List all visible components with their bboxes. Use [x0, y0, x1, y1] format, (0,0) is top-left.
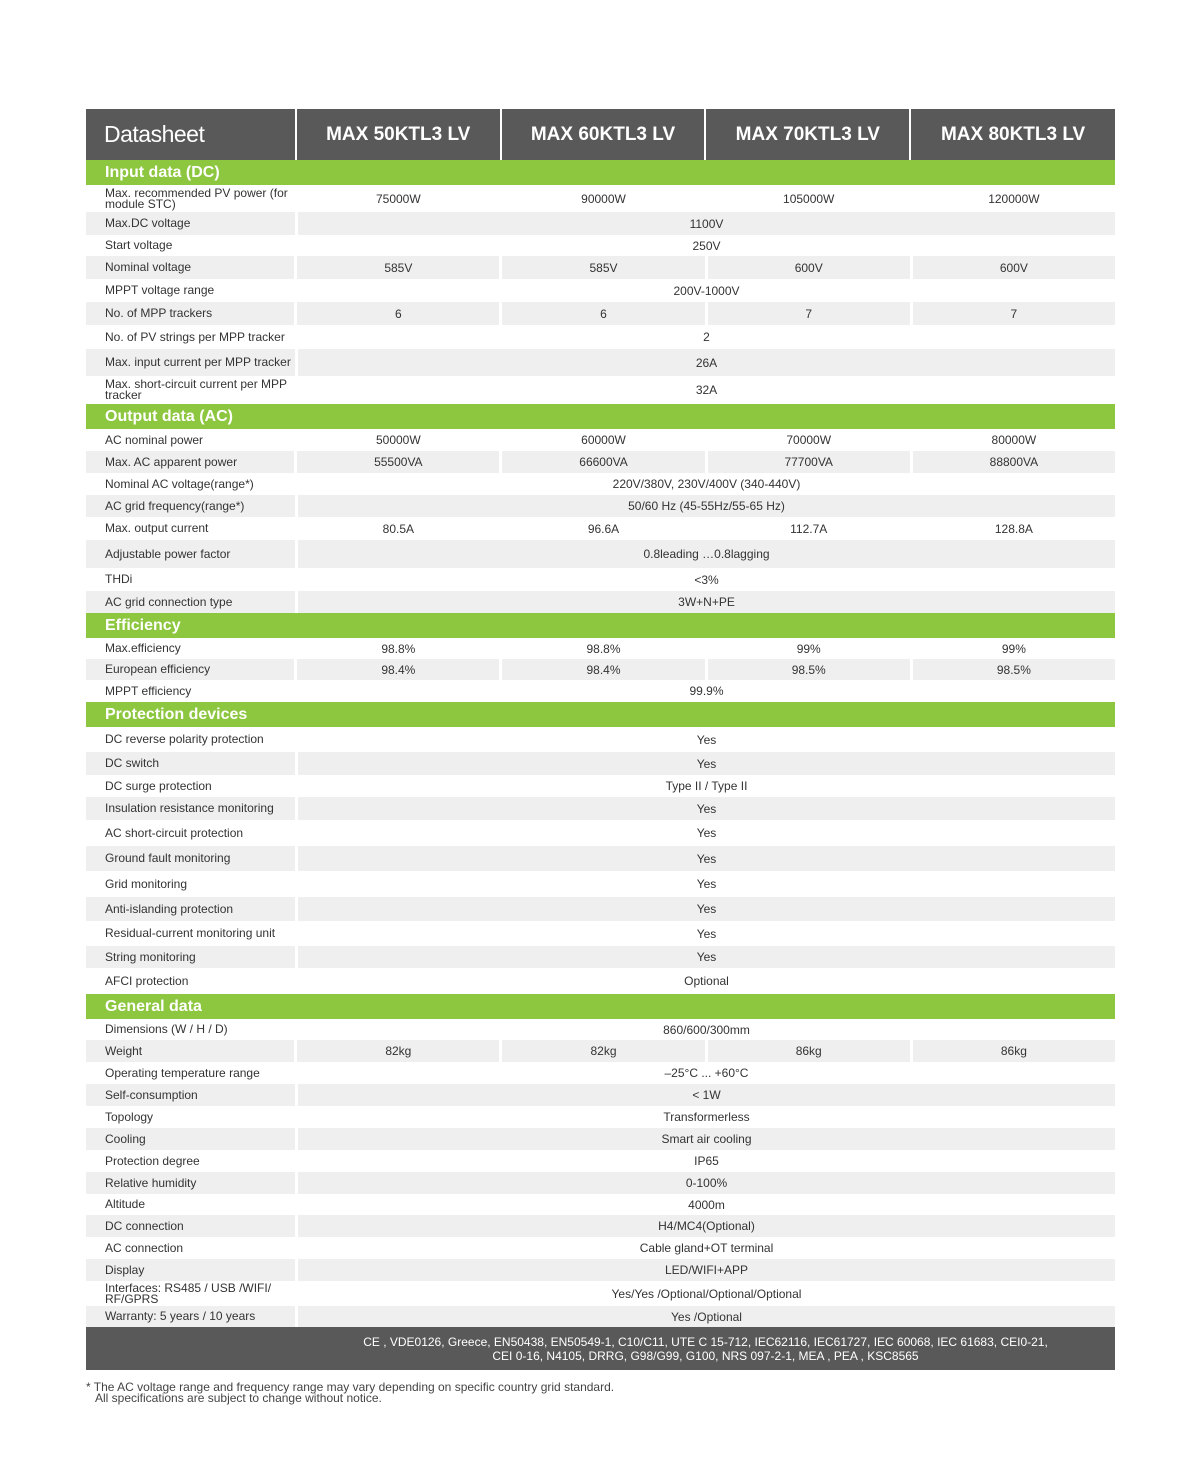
row-label: Warranty: 5 years / 10 years: [86, 1306, 295, 1327]
cell-value: 82kg: [297, 1040, 499, 1062]
cell-value: 7: [913, 302, 1115, 325]
cell-value-span: 3W+N+PE: [298, 591, 1115, 613]
row-label: European efficiency: [86, 659, 294, 680]
row-label: Max. input current per MPP tracker: [86, 349, 295, 376]
table-row: [86, 968, 1115, 994]
table-header: [86, 109, 1115, 160]
cell-value: 50000W: [297, 429, 499, 451]
table-row: [86, 185, 1115, 212]
cell-value: 90000W: [502, 185, 704, 212]
table-row: [86, 871, 1115, 897]
cell-value-span: Cable gland+OT terminal: [298, 1237, 1115, 1259]
cell-value-span: Yes: [298, 871, 1115, 897]
cell-value-span: IP65: [298, 1150, 1115, 1172]
section-header: Input data (DC): [86, 160, 1115, 185]
table-row: [86, 279, 1115, 302]
row-label: Start voltage: [86, 235, 295, 256]
row-label: Max. AC apparent power: [86, 451, 294, 473]
certifications-bar: [86, 1327, 1115, 1370]
table-row: [86, 946, 1115, 968]
section-header: General data: [86, 994, 1115, 1019]
table-row: [86, 797, 1115, 820]
cell-value-span: Yes: [298, 820, 1115, 846]
cell-value: 75000W: [297, 185, 499, 212]
table-row: [86, 1259, 1115, 1281]
model-header-4: MAX 80KTL3 LV: [911, 109, 1115, 160]
cell-value-span: <3%: [298, 568, 1115, 591]
cell-value: 96.6A: [502, 517, 704, 540]
row-label: Relative humidity: [86, 1172, 295, 1194]
cell-value: 128.8A: [913, 517, 1115, 540]
cell-value-span: 26A: [298, 349, 1115, 376]
cell-value: 98.5%: [913, 659, 1115, 680]
row-label: String monitoring: [86, 946, 295, 968]
row-label: DC reverse polarity protection: [86, 727, 295, 752]
cell-value-span: 50/60 Hz (45-55Hz/55-65 Hz): [298, 495, 1115, 517]
table-row: [86, 495, 1115, 517]
cell-value: 600V: [708, 256, 910, 279]
row-label: AFCI protection: [86, 968, 295, 994]
table-row: [86, 1172, 1115, 1194]
table-row: [86, 775, 1115, 797]
cell-value-span: Smart air cooling: [298, 1128, 1115, 1150]
cell-value: 66600VA: [502, 451, 704, 473]
cell-value-span: 0.8leading …0.8lagging: [298, 540, 1115, 568]
row-label: Cooling: [86, 1128, 295, 1150]
cell-value: 88800VA: [913, 451, 1115, 473]
section-header: Output data (AC): [86, 404, 1115, 429]
cell-value-span: LED/WIFI+APP: [298, 1259, 1115, 1281]
row-label: Nominal voltage: [86, 256, 294, 279]
cell-value: 80000W: [913, 429, 1115, 451]
model-header-3: MAX 70KTL3 LV: [706, 109, 909, 160]
row-label: Grid monitoring: [86, 871, 295, 897]
cell-value-span: Type II / Type II: [298, 775, 1115, 797]
cell-value: 60000W: [502, 429, 704, 451]
row-label: AC grid connection type: [86, 591, 295, 613]
cell-value-span: Yes /Optional: [298, 1306, 1115, 1327]
row-label: Dimensions (W / H / D): [86, 1019, 295, 1040]
cell-value: 82kg: [502, 1040, 704, 1062]
cell-value: 120000W: [913, 185, 1115, 212]
table-row: [86, 325, 1115, 349]
table-row: [86, 1237, 1115, 1259]
cell-value-span: Yes/Yes /Optional/Optional/Optional: [298, 1281, 1115, 1306]
row-label: Max. short-circuit current per MPP tracker: [86, 376, 295, 404]
row-label: Protection degree: [86, 1150, 295, 1172]
table-row: [86, 1306, 1115, 1327]
row-label: Residual-current monitoring unit: [86, 921, 295, 946]
table-row: [86, 1106, 1115, 1128]
table-row: [86, 349, 1115, 376]
cell-value: 98.8%: [297, 638, 499, 659]
table-row: [86, 517, 1115, 540]
table-row: [86, 1062, 1115, 1084]
table-row: [86, 212, 1115, 235]
cell-value-span: H4/MC4(Optional): [298, 1215, 1115, 1237]
cell-value-span: Transformerless: [298, 1106, 1115, 1128]
cell-value-span: 0-100%: [298, 1172, 1115, 1194]
row-label: MPPT efficiency: [86, 680, 295, 702]
row-label: Topology: [86, 1106, 295, 1128]
row-label: Max. output current: [86, 517, 294, 540]
cell-value: 98.4%: [297, 659, 499, 680]
cell-value: 112.7A: [708, 517, 910, 540]
cell-value-span: 4000m: [298, 1194, 1115, 1215]
cell-value-span: 99.9%: [298, 680, 1115, 702]
row-label: Display: [86, 1259, 295, 1281]
table-body: [86, 160, 1115, 1327]
table-row: [86, 256, 1115, 279]
table-row: [86, 1215, 1115, 1237]
cell-value: 86kg: [708, 1040, 910, 1062]
cell-value: 6: [297, 302, 499, 325]
table-row: [86, 659, 1115, 680]
cell-value-span: 32A: [298, 376, 1115, 404]
cell-value-span: 2: [298, 325, 1115, 349]
cell-value: 98.4%: [502, 659, 704, 680]
row-label: Self-consumption: [86, 1084, 295, 1106]
cell-value: 77700VA: [708, 451, 910, 473]
table-row: [86, 540, 1115, 568]
row-label: Altitude: [86, 1194, 295, 1215]
row-label: Weight: [86, 1040, 294, 1062]
cell-value: 7: [708, 302, 910, 325]
row-label: AC grid frequency(range*): [86, 495, 295, 517]
table-row: [86, 376, 1115, 404]
section-header: Efficiency: [86, 613, 1115, 638]
cell-value-span: Yes: [298, 946, 1115, 968]
cell-value-span: Yes: [298, 846, 1115, 871]
table-row: [86, 302, 1115, 325]
cell-value-span: Yes: [298, 727, 1115, 752]
cell-value-span: –25°C ... +60°C: [298, 1062, 1115, 1084]
cell-value-span: Yes: [298, 897, 1115, 921]
model-header-1: MAX 50KTL3 LV: [297, 109, 500, 160]
cell-value-span: Yes: [298, 797, 1115, 820]
section-header: Protection devices: [86, 702, 1115, 727]
row-label: AC nominal power: [86, 429, 294, 451]
footnote-line-1: * The AC voltage range and frequency range may vary depending on specific country grid standard.: [86, 1380, 615, 1394]
cell-value: 98.5%: [708, 659, 910, 680]
table-row: [86, 1281, 1115, 1306]
row-label: AC short-circuit protection: [86, 820, 295, 846]
datasheet-title: Datasheet: [86, 109, 295, 160]
cell-value: 585V: [502, 256, 704, 279]
cell-value: 55500VA: [297, 451, 499, 473]
row-label: No. of MPP trackers: [86, 302, 294, 325]
cell-value-span: 1100V: [298, 212, 1115, 235]
row-label: DC connection: [86, 1215, 295, 1237]
table-row: [86, 680, 1115, 702]
row-label: DC surge protection: [86, 775, 295, 797]
row-label: Insulation resistance monitoring: [86, 797, 295, 820]
table-row: [86, 1019, 1115, 1040]
row-label: Max. recommended PV power (for module STC): [86, 185, 294, 212]
row-label: THDi: [86, 568, 295, 591]
table-row: [86, 1040, 1115, 1062]
certifications-line-2: CEI 0-16, N4105, DRRG, G98/G99, G100, NRS 097-2-1, MEA , PEA , KSC8565: [492, 1348, 919, 1363]
cell-value: 585V: [297, 256, 499, 279]
cell-value-span: Yes: [298, 752, 1115, 775]
footnote-line-2: All specifications are subject to change without notice.: [95, 1391, 382, 1405]
cell-value-span: Optional: [298, 968, 1115, 994]
table-row: [86, 727, 1115, 752]
cell-value: 80.5A: [297, 517, 499, 540]
row-label: Ground fault monitoring: [86, 846, 295, 871]
row-label: Nominal AC voltage(range*): [86, 473, 295, 495]
row-label: DC switch: [86, 752, 295, 775]
cell-value-span: 200V-1000V: [298, 279, 1115, 302]
table-row: [86, 451, 1115, 473]
table-row: [86, 591, 1115, 613]
table-row: [86, 1128, 1115, 1150]
datasheet-table: [86, 109, 1115, 1370]
row-label: No. of PV strings per MPP tracker: [86, 325, 295, 349]
cell-value: 99%: [708, 638, 910, 659]
footnote: [86, 1382, 614, 1404]
table-row: [86, 897, 1115, 921]
row-label: Anti-islanding protection: [86, 897, 295, 921]
row-label: AC connection: [86, 1237, 295, 1259]
table-row: [86, 1150, 1115, 1172]
table-row: [86, 846, 1115, 871]
table-row: [86, 921, 1115, 946]
table-row: [86, 473, 1115, 495]
cell-value-span: 220V/380V, 230V/400V (340-440V): [298, 473, 1115, 495]
cell-value: 600V: [913, 256, 1115, 279]
table-row: [86, 1084, 1115, 1106]
certifications-line-1: CE , VDE0126, Greece, EN50438, EN50549-1, C10/C11, UTE C 15-712, IEC62116, IEC61727, IEC 60068, IEC 61683, CEI0-21,: [363, 1334, 1048, 1349]
cell-value-span: Yes: [298, 921, 1115, 946]
cell-value-span: 250V: [298, 235, 1115, 256]
cell-value: 99%: [913, 638, 1115, 659]
table-row: [86, 429, 1115, 451]
table-row: [86, 638, 1115, 659]
row-label: Operating temperature range: [86, 1062, 295, 1084]
table-row: [86, 752, 1115, 775]
cell-value: 70000W: [708, 429, 910, 451]
cell-value: 6: [502, 302, 704, 325]
cell-value: 86kg: [913, 1040, 1115, 1062]
table-row: [86, 568, 1115, 591]
table-row: [86, 820, 1115, 846]
row-label: Max.DC voltage: [86, 212, 295, 235]
cell-value-span: < 1W: [298, 1084, 1115, 1106]
row-label: Adjustable power factor: [86, 540, 295, 568]
model-header-2: MAX 60KTL3 LV: [502, 109, 705, 160]
cell-value: 98.8%: [502, 638, 704, 659]
table-row: [86, 235, 1115, 256]
row-label: Max.efficiency: [86, 638, 294, 659]
row-label: Interfaces: RS485 / USB /WIFI/ RF/GPRS: [86, 1281, 295, 1306]
row-label: MPPT voltage range: [86, 279, 295, 302]
cell-value-span: 860/600/300mm: [298, 1019, 1115, 1040]
cell-value: 105000W: [708, 185, 910, 212]
table-row: [86, 1194, 1115, 1215]
